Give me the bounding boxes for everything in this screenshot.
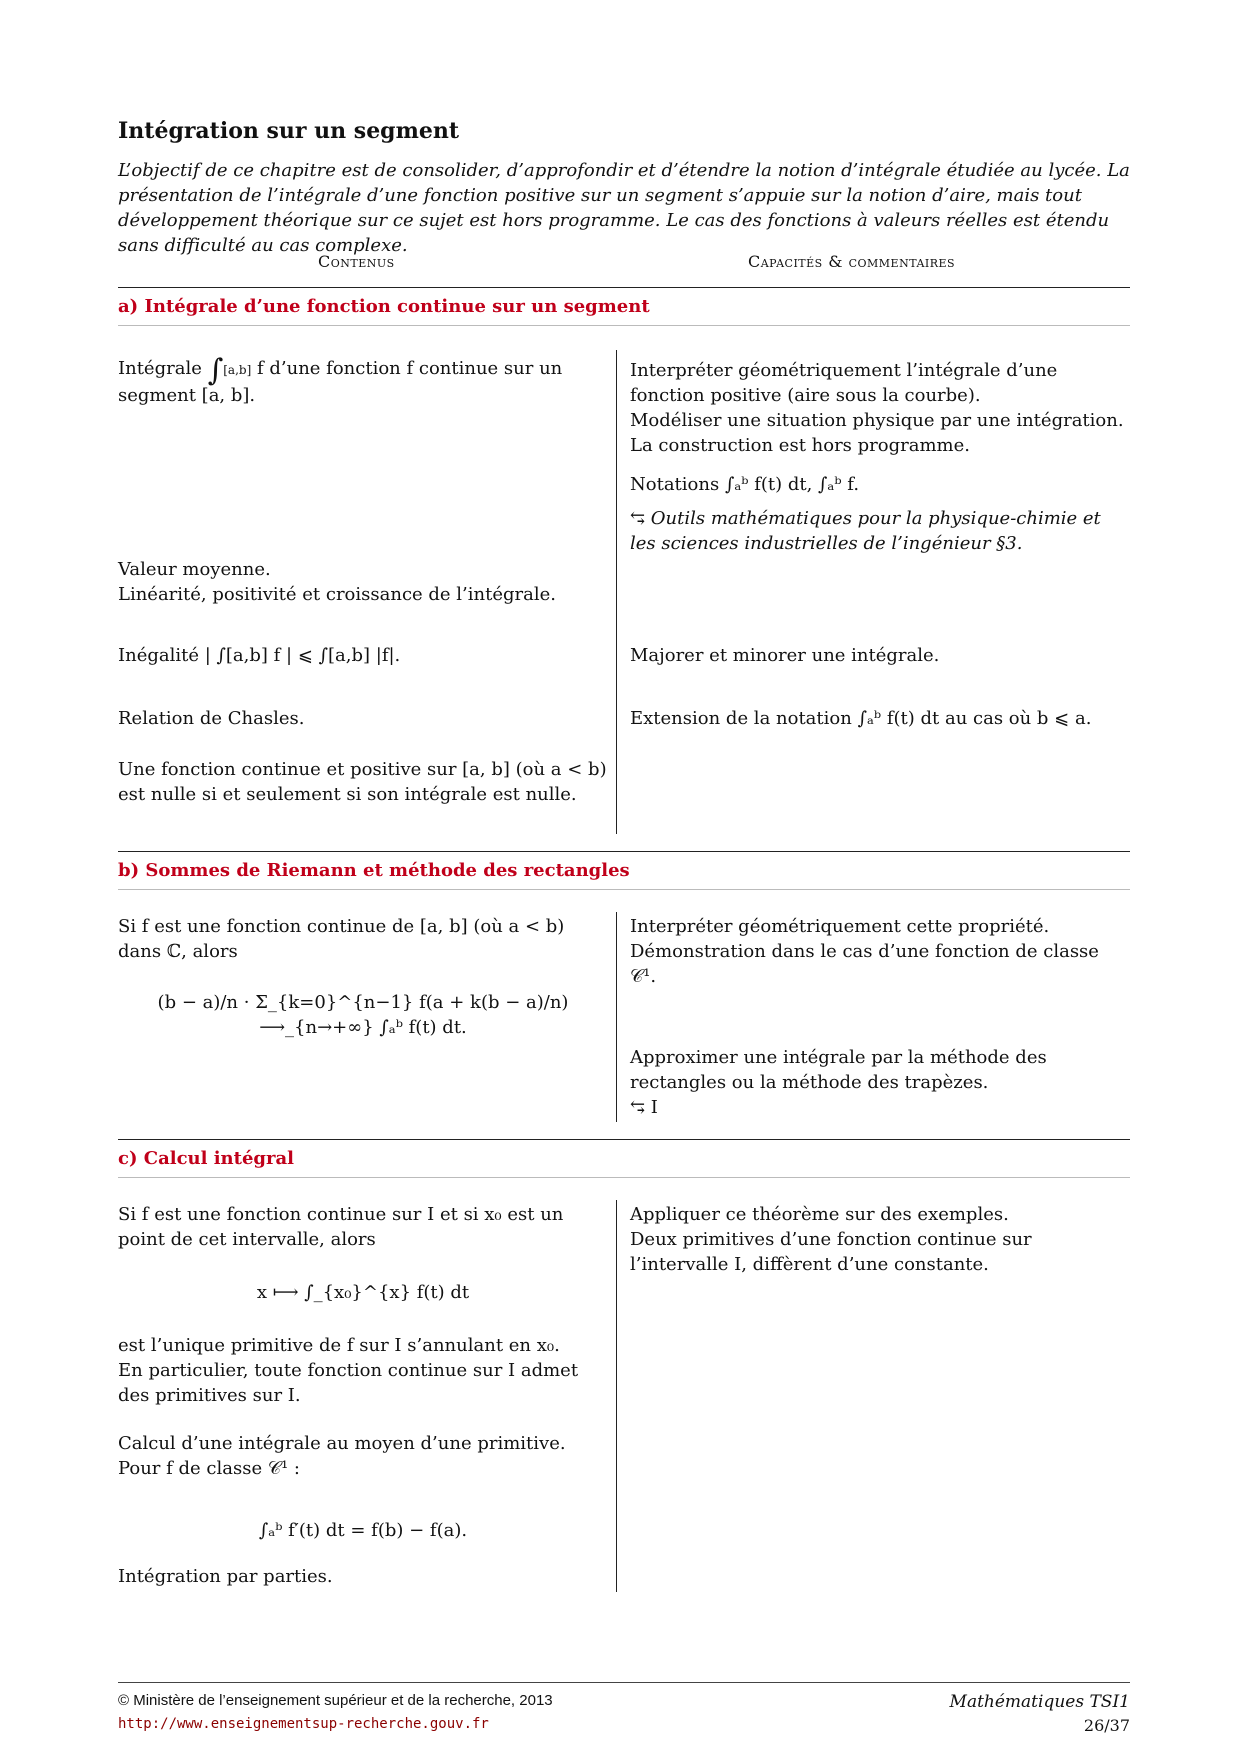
primitives-differ: Deux primitives d’une fonction continue sur l’intervalle I, diffèrent d’une constante. bbox=[630, 1229, 1032, 1275]
footer-rule bbox=[118, 1682, 1130, 1683]
section-c-top-rule bbox=[118, 1139, 1130, 1140]
riemann-formula: (b − a)/n · Σ_{k=0}^{n−1} f(a + k(b − a)/n) ⟶_{n→+∞} ∫ₐᵇ f(t) dt. bbox=[157, 992, 569, 1038]
footer-subject: Mathématiques TSI1 bbox=[949, 1692, 1130, 1712]
section-a-column-divider bbox=[616, 350, 617, 834]
triangle-inequality: Inégalité | ∫[a,b] f | ⩽ ∫[a,b] |f|. bbox=[118, 645, 401, 666]
footer-url-link[interactable]: http://www.enseignementsup-recherche.gouv.fr bbox=[118, 1716, 489, 1732]
integration-by-parts: Intégration par parties. bbox=[118, 1566, 333, 1587]
footer-copyright: © Ministère de l’enseignement supérieur et de la recherche, 2013 bbox=[118, 1692, 553, 1709]
interpret-integral: Interpréter géométriquement l’intégrale d’une fonction positive (aire sous la courbe). bbox=[630, 360, 1058, 406]
section-b-heading: b) Sommes de Riemann et méthode des rectangles bbox=[118, 860, 630, 881]
approximation-methods: Approximer une intégrale par la méthode des rectangles ou la méthode des trapèzes. bbox=[630, 1047, 1047, 1093]
primitive-formula: x ⟼ ∫_{x₀}^{x} f(t) dt bbox=[256, 1282, 470, 1303]
interpret-property: Interpréter géométriquement cette propriété. bbox=[630, 916, 1050, 937]
notations-formula: ∫ₐᵇ f(t) dt, ∫ₐᵇ f. bbox=[724, 474, 860, 495]
inequality-formula: | ∫[a,b] f | ⩽ ∫[a,b] |f|. bbox=[204, 645, 401, 666]
chapter-intro: L’objectif de ce chapitre est de consolider, d’approfondir et d’étendre la notion d’intégrale étudiée au lycée. La présentation de l’intégrale d’une fonction positive sur un segment s’appuie sur la notion d’aire, mais tout développement théorique sur ce sujet est hors programme. Le cas des fonctions à valeurs réelles est étendu sans difficulté au cas complexe. bbox=[118, 160, 1130, 256]
zero-integral-property: Une fonction continue et positive sur [a, b] (où a < b) est nulle si et seulement si son intégrale est nulle. bbox=[118, 759, 607, 805]
fundamental-theorem: Si f est une fonction continue sur I et si x₀ est un point de cet intervalle, alors bbox=[118, 1204, 564, 1250]
notations: Notations ∫ₐᵇ f(t) dt, ∫ₐᵇ f. bbox=[630, 474, 860, 495]
apply-theorem: Appliquer ce théorème sur des exemples. bbox=[630, 1204, 1009, 1225]
ftc-formula: ∫ₐᵇ f′(t) dt = f(b) − f(a). bbox=[258, 1520, 468, 1541]
section-c-column-divider bbox=[616, 1200, 617, 1592]
section-a-heading: a) Intégrale d’une fonction continue sur un segment bbox=[118, 296, 650, 317]
section-c-heading: c) Calcul intégral bbox=[118, 1148, 294, 1169]
notation-extension: Extension de la notation ∫ₐᵇ f(t) dt au cas où b ⩽ a. bbox=[630, 708, 1092, 729]
existence-of-primitives: En particulier, toute fonction continue sur I admet des primitives sur I. bbox=[118, 1360, 579, 1406]
mean-value: Valeur moyenne. bbox=[118, 559, 271, 580]
demonstration-note: Démonstration dans le cas d’une fonction de classe 𝒞¹. bbox=[630, 941, 1099, 987]
section-b-sub-rule bbox=[118, 889, 1130, 890]
integral-definition: Intégrale ∫[a,b] f d’une fonction f continue sur un segment [a, b]. bbox=[118, 353, 563, 406]
construction-note: La construction est hors programme. bbox=[630, 435, 970, 456]
extension-formula: ∫ₐᵇ f(t) dt au cas où b ⩽ a. bbox=[857, 708, 1092, 729]
model-physical: Modéliser une situation physique par une intégration. bbox=[630, 410, 1124, 431]
linearity: Linéarité, positivité et croissance de l’intégrale. bbox=[118, 584, 556, 605]
column-header-contenus: Contenus bbox=[318, 252, 395, 271]
page-number: 26/37 bbox=[1083, 1716, 1130, 1735]
calculation-via-primitive: Calcul d’une intégrale au moyen d’une primitive. Pour f de classe 𝒞¹ : bbox=[118, 1433, 566, 1479]
page-title: Intégration sur un segment bbox=[118, 118, 459, 144]
section-a-sub-rule bbox=[118, 325, 1130, 326]
cross-reference-i: ⥃ I bbox=[630, 1097, 658, 1118]
chasles-relation: Relation de Chasles. bbox=[118, 708, 305, 729]
riemann-statement: Si f est une fonction continue de [a, b] (où a < b) dans ℂ, alors bbox=[118, 916, 565, 962]
section-b-column-divider bbox=[616, 912, 617, 1122]
cross-reference-link: ⥃ Outils mathématiques pour la physique-chimie et les sciences industrielles de l’ingénieur §3. bbox=[630, 508, 1101, 554]
section-b-top-rule bbox=[118, 851, 1130, 852]
integral-sign-icon: ∫ bbox=[207, 353, 224, 388]
section-c-sub-rule bbox=[118, 1177, 1130, 1178]
unique-primitive: est l’unique primitive de f sur I s’annulant en x₀. bbox=[118, 1335, 560, 1356]
column-header-capacites: Capacités & commentaires bbox=[748, 252, 956, 271]
section-a-top-rule bbox=[118, 287, 1130, 288]
bound-integral: Majorer et minorer une intégrale. bbox=[630, 645, 940, 666]
